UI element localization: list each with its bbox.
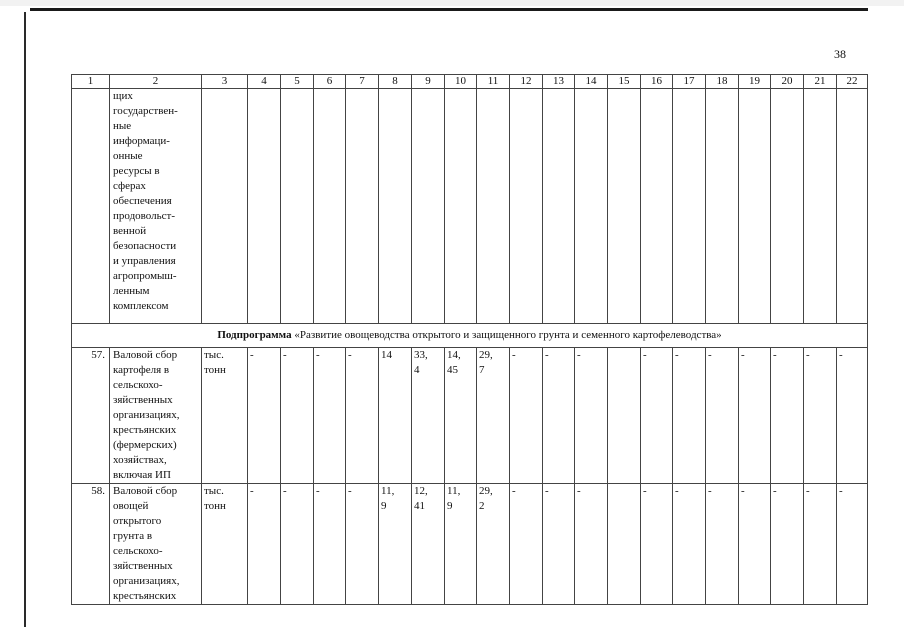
value-line: - bbox=[839, 349, 843, 361]
value-line: 2 bbox=[479, 500, 485, 512]
unit-cell bbox=[202, 484, 248, 605]
value-cell bbox=[673, 484, 706, 605]
name-line: информаци- bbox=[113, 135, 170, 147]
name-line: ленным bbox=[113, 285, 150, 297]
value-cell bbox=[771, 348, 804, 484]
value-cell bbox=[771, 484, 804, 605]
table-row bbox=[72, 484, 868, 605]
value-line: - bbox=[348, 485, 352, 497]
header-cell: 2 bbox=[110, 75, 202, 89]
value-cell bbox=[281, 484, 314, 605]
value-cell bbox=[673, 89, 706, 324]
name-line: агропромыш- bbox=[113, 270, 177, 282]
name-line: сельскохо- bbox=[113, 545, 163, 557]
value-line: - bbox=[316, 485, 320, 497]
value-cell bbox=[314, 484, 346, 605]
value-line: - bbox=[741, 485, 745, 497]
name-line: организациях, bbox=[113, 409, 180, 421]
value-cell bbox=[837, 348, 868, 484]
value-line: - bbox=[773, 349, 777, 361]
value-cell bbox=[673, 348, 706, 484]
value-cell bbox=[510, 89, 543, 324]
value-cell bbox=[379, 348, 412, 484]
name-line: безопасности bbox=[113, 240, 177, 252]
value-cell bbox=[346, 89, 379, 324]
value-line: - bbox=[512, 485, 516, 497]
value-line: - bbox=[741, 349, 745, 361]
value-cell bbox=[543, 484, 575, 605]
indicator-name-cell bbox=[110, 348, 202, 484]
header-row bbox=[72, 75, 868, 89]
name-line: комплексом bbox=[113, 300, 169, 312]
value-cell bbox=[739, 348, 771, 484]
header-cell: 12 bbox=[510, 75, 543, 89]
header-cell: 3 bbox=[202, 75, 248, 89]
subprogram-label: Подпрограмма bbox=[217, 329, 295, 341]
scan-top-edge bbox=[0, 0, 904, 6]
header-cell: 5 bbox=[281, 75, 314, 89]
value-line: 9 bbox=[447, 500, 453, 512]
value-line: - bbox=[708, 349, 712, 361]
name-line: хозяйствах, bbox=[113, 454, 167, 466]
value-cell bbox=[706, 89, 739, 324]
name-line: зяйственных bbox=[113, 560, 173, 572]
value-cell bbox=[575, 484, 608, 605]
value-cell bbox=[379, 484, 412, 605]
name-line: государствен- bbox=[113, 105, 178, 117]
value-line: 33, bbox=[414, 349, 428, 361]
value-cell bbox=[804, 348, 837, 484]
value-cell bbox=[641, 89, 673, 324]
row-number-cell bbox=[72, 89, 110, 324]
value-line: - bbox=[512, 349, 516, 361]
value-cell bbox=[739, 484, 771, 605]
value-line: - bbox=[643, 349, 647, 361]
value-cell bbox=[510, 484, 543, 605]
name-line: сферах bbox=[113, 180, 146, 192]
header-cell: 20 bbox=[771, 75, 804, 89]
value-line: - bbox=[545, 485, 549, 497]
value-line: 11, bbox=[381, 485, 395, 497]
name-line: сельскохо- bbox=[113, 379, 163, 391]
value-cell bbox=[575, 89, 608, 324]
header-cell: 9 bbox=[412, 75, 445, 89]
value-line: 7 bbox=[479, 364, 485, 376]
header-cell: 19 bbox=[739, 75, 771, 89]
unit-line: тыс. bbox=[204, 485, 224, 497]
value-line: - bbox=[545, 349, 549, 361]
name-line: щих bbox=[113, 90, 133, 102]
value-cell bbox=[771, 89, 804, 324]
value-line: - bbox=[250, 349, 254, 361]
data-table bbox=[71, 74, 868, 605]
value-cell bbox=[739, 89, 771, 324]
value-cell bbox=[346, 348, 379, 484]
value-cell bbox=[202, 89, 248, 324]
name-line: продовольст- bbox=[113, 210, 175, 222]
value-cell bbox=[641, 348, 673, 484]
value-cell bbox=[575, 348, 608, 484]
unit-cell bbox=[202, 348, 248, 484]
unit-line: тонн bbox=[204, 500, 226, 512]
header-cell: 18 bbox=[706, 75, 739, 89]
value-line: 29, bbox=[479, 349, 493, 361]
value-cell bbox=[477, 484, 510, 605]
value-cell bbox=[477, 348, 510, 484]
value-cell bbox=[608, 484, 641, 605]
value-cell bbox=[804, 484, 837, 605]
header-cell: 14 bbox=[575, 75, 608, 89]
subprogram-row bbox=[72, 324, 868, 348]
value-line: 29, bbox=[479, 485, 493, 497]
header-cell: 10 bbox=[445, 75, 477, 89]
header-cell: 17 bbox=[673, 75, 706, 89]
value-cell bbox=[412, 89, 445, 324]
scan-left-line bbox=[24, 12, 26, 627]
value-line: - bbox=[283, 485, 287, 497]
value-line: 41 bbox=[414, 500, 425, 512]
header-cell: 6 bbox=[314, 75, 346, 89]
name-line: крестьянских bbox=[113, 424, 177, 436]
value-line: - bbox=[773, 485, 777, 497]
value-cell bbox=[445, 89, 477, 324]
row-number-cell: 57. bbox=[72, 348, 110, 484]
value-cell bbox=[804, 89, 837, 324]
value-cell bbox=[248, 348, 281, 484]
name-line: крестьянских bbox=[113, 590, 177, 602]
value-line: - bbox=[577, 349, 581, 361]
header-cell: 7 bbox=[346, 75, 379, 89]
header-cell: 4 bbox=[248, 75, 281, 89]
value-cell bbox=[445, 484, 477, 605]
value-line: - bbox=[316, 349, 320, 361]
value-line: - bbox=[643, 485, 647, 497]
value-line: 14, bbox=[447, 349, 461, 361]
value-cell bbox=[477, 89, 510, 324]
value-cell bbox=[608, 89, 641, 324]
value-cell bbox=[281, 89, 314, 324]
name-line: включая ИП bbox=[113, 469, 171, 481]
name-line: и управления bbox=[113, 255, 176, 267]
name-line: онные bbox=[113, 150, 143, 162]
header-cell: 15 bbox=[608, 75, 641, 89]
value-cell bbox=[543, 89, 575, 324]
value-line: - bbox=[806, 485, 810, 497]
row-number-cell: 58. bbox=[72, 484, 110, 605]
value-line: 11, bbox=[447, 485, 461, 497]
value-cell bbox=[346, 484, 379, 605]
indicator-name-cell bbox=[110, 89, 202, 324]
name-line: ресурсы в bbox=[113, 165, 160, 177]
value-line: - bbox=[348, 349, 352, 361]
name-line: зяйственных bbox=[113, 394, 173, 406]
value-cell bbox=[641, 484, 673, 605]
continuation-row bbox=[72, 89, 868, 324]
value-cell bbox=[706, 484, 739, 605]
value-line: 12, bbox=[414, 485, 428, 497]
page-number: 38 bbox=[834, 47, 846, 61]
value-cell bbox=[314, 89, 346, 324]
value-cell bbox=[445, 348, 477, 484]
name-line: обеспечения bbox=[113, 195, 172, 207]
name-line: ные bbox=[113, 120, 132, 132]
subprogram-title: «Развитие овощеводства открытого и защищенного грунта и семенного картофелеводства» bbox=[294, 329, 722, 341]
value-cell bbox=[314, 348, 346, 484]
header-cell: 21 bbox=[804, 75, 837, 89]
header-cell: 1 bbox=[72, 75, 110, 89]
subprogram-title-cell bbox=[72, 324, 868, 348]
value-cell bbox=[412, 348, 445, 484]
value-line: - bbox=[577, 485, 581, 497]
value-cell bbox=[248, 484, 281, 605]
header-cell: 8 bbox=[379, 75, 412, 89]
value-line: 4 bbox=[414, 364, 420, 376]
value-line: - bbox=[250, 485, 254, 497]
header-cell: 22 bbox=[837, 75, 868, 89]
name-line: овощей bbox=[113, 500, 149, 512]
indicator-name-cell bbox=[110, 484, 202, 605]
value-cell bbox=[281, 348, 314, 484]
value-cell bbox=[412, 484, 445, 605]
name-line: грунта в bbox=[113, 530, 153, 542]
value-cell bbox=[248, 89, 281, 324]
value-cell bbox=[379, 89, 412, 324]
name-line: картофеля в bbox=[113, 364, 170, 376]
unit-line: тонн bbox=[204, 364, 226, 376]
value-cell bbox=[837, 484, 868, 605]
table-row bbox=[72, 348, 868, 484]
value-cell bbox=[510, 348, 543, 484]
value-line: - bbox=[675, 349, 679, 361]
name-line: Валовой сбор bbox=[113, 349, 178, 361]
value-line: - bbox=[283, 349, 287, 361]
value-line: 45 bbox=[447, 364, 458, 376]
name-line: (фермерских) bbox=[113, 439, 177, 451]
header-cell: 16 bbox=[641, 75, 673, 89]
name-line: открытого bbox=[113, 515, 162, 527]
value-line: - bbox=[839, 485, 843, 497]
name-line: Валовой сбор bbox=[113, 485, 178, 497]
value-cell bbox=[706, 348, 739, 484]
name-line: венной bbox=[113, 225, 147, 237]
value-line: - bbox=[806, 349, 810, 361]
value-line: 9 bbox=[381, 500, 387, 512]
unit-line: тыс. bbox=[204, 349, 224, 361]
value-cell bbox=[543, 348, 575, 484]
value-line: 14 bbox=[381, 349, 392, 361]
scan-top-line bbox=[30, 8, 868, 11]
name-line: организациях, bbox=[113, 575, 180, 587]
value-cell bbox=[837, 89, 868, 324]
header-cell: 13 bbox=[543, 75, 575, 89]
value-cell bbox=[608, 348, 641, 484]
header-cell: 11 bbox=[477, 75, 510, 89]
value-line: - bbox=[708, 485, 712, 497]
value-line: - bbox=[675, 485, 679, 497]
